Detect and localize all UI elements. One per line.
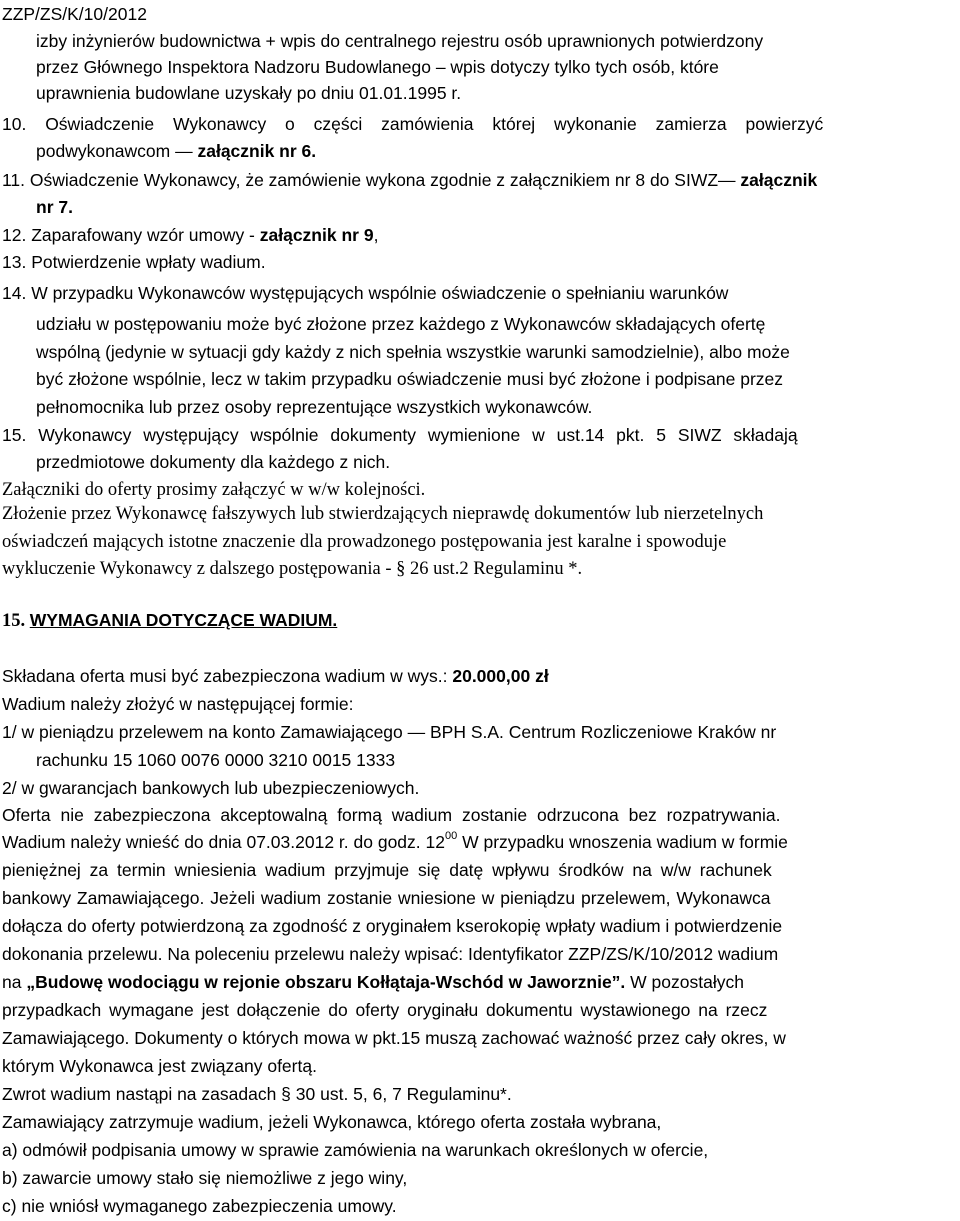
list-item-12: 12. Zaparafowany wzór umowy - załącznik nr 9, bbox=[2, 225, 379, 245]
false-docs-l1: Złożenie przez Wykonawcę fałszywych lub stwierdzających nieprawdę dokumentów lub nierzetelnych bbox=[2, 504, 764, 524]
wadium-para-5: dokonania przelewu. Na poleceniu przelewu należy wpisać: Identyfikator ZZP/ZS/K/10/2012 wadium bbox=[2, 944, 779, 964]
wadium-rejection: Oferta nie zabezpieczona akceptowalną formą wadium zostanie odrzucona bez rozpatrywania. bbox=[2, 805, 781, 825]
wadium-para-8: Zamawiającego. Dokumenty o których mowa w pkt.15 muszą zachować ważność przez cały okres, w bbox=[2, 1028, 786, 1048]
attachments-note: Załączniki do oferty prosimy załączyć w w/w kolejności. bbox=[2, 480, 426, 500]
document-reference: ZZP/ZS/K/10/2012 bbox=[2, 4, 147, 24]
list-item-13: 13. Potwierdzenie wpłaty wadium. bbox=[2, 252, 266, 272]
list-item-15-cont: przedmiotowe dokumenty dla każdego z nich. bbox=[36, 452, 391, 472]
list-item-11: 11. Oświadczenie Wykonawcy, że zamówienie wykona zgodnie z załącznikiem nr 8 do SIWZ— załącznik bbox=[2, 170, 818, 190]
item-9-line-2: przez Głównego Inspektora Nadzoru Budowlanego – wpis dotyczy tylko tych osób, które bbox=[36, 57, 719, 77]
wadium-form-1: 1/ w pieniądzu przelewem na konto Zamawiającego — BPH S.A. Centrum Rozliczeniowe Kraków nr bbox=[2, 722, 777, 742]
wadium-para-9: którym Wykonawca jest związany ofertą. bbox=[2, 1056, 317, 1076]
wadium-deadline: Wadium należy wnieść do dnia 07.03.2012 r. do godz. $12^{00}$ W przypadku wnoszenia wadium w formie bbox=[2, 830, 788, 852]
item-9-line-3: uprawnienia budowlane uzyskały po dniu 01.01.1995 r. bbox=[36, 83, 462, 103]
wadium-para-6: na „Budowę wodociągu w rejonie obszaru Kołłątaja-Wschód w Jaworznie”. W pozostałych bbox=[2, 972, 744, 992]
list-item-14-l3: wspólną (jedynie w sytuacji gdy każdy z nich spełnia wszystkie warunki samodzielnie), albo może bbox=[36, 342, 790, 362]
item-9-line-1: izby inżynierów budownictwa + wpis do centralnego rejestru osób uprawnionych potwierdzony bbox=[36, 31, 764, 51]
wadium-para-3: bankowy Zamawiającego. Jeżeli wadium zostanie wniesione w pieniądzu przelewem, Wykonawca bbox=[2, 888, 771, 908]
list-item-10-cont: podwykonawcom — załącznik nr 6. bbox=[36, 141, 317, 161]
list-item-14-l5: pełnomocnika lub przez osoby reprezentujące wszystkich wykonawców. bbox=[36, 397, 593, 417]
wadium-retain-a: a) odmówił podpisania umowy w sprawie zamówienia na warunkach określonych w ofercie, bbox=[2, 1140, 709, 1160]
list-item-14-l4: być złożone wspólnie, lecz w takim przypadku oświadczenie musi być złożone i podpisane przez bbox=[36, 369, 784, 389]
wadium-return: Zwrot wadium nastąpi na zasadach § 30 ust. 5, 6, 7 Regulaminu*. bbox=[2, 1084, 512, 1104]
false-docs-l2: oświadczeń mających istotne znaczenie dla prowadzonego postępowania jest karalne i spowoduje bbox=[2, 532, 727, 552]
wadium-retain-c: c) nie wniósł wymaganego zabezpieczenia umowy. bbox=[2, 1196, 397, 1216]
list-item-11-cont: nr 7. bbox=[36, 197, 73, 217]
list-item-10: 10. Oświadczenie Wykonawcy o części zamówienia której wykonanie zamierza powierzyć bbox=[2, 114, 824, 134]
wadium-retain: Zamawiający zatrzymuje wadium, jeżeli Wykonawca, którego oferta została wybrana, bbox=[2, 1112, 662, 1132]
wadium-para-4: dołącza do oferty potwierdzoną za zgodność z oryginałem kserokopię wpłaty wadium i potwierdzenie bbox=[2, 916, 783, 936]
wadium-form-1-account: rachunku 15 1060 0076 0000 3210 0015 1333 bbox=[36, 750, 396, 770]
wadium-form-2: 2/ w gwarancjach bankowych lub ubezpieczeniowych. bbox=[2, 778, 420, 798]
wadium-para-7: przypadkach wymagane jest dołączenie do oferty oryginału dokumentu wystawionego na rzecz bbox=[2, 1000, 768, 1020]
wadium-amount: Składana oferta musi być zabezpieczona wadium w wys.: 20.000,00 zł bbox=[2, 666, 549, 686]
false-docs-l3: wykluczenie Wykonawcy z dalszego postępowania - § 26 ust.2 Regulaminu *. bbox=[2, 559, 583, 579]
wadium-forms-intro: Wadium należy złożyć w następującej formie: bbox=[2, 694, 354, 714]
list-item-15: 15. Wykonawcy występujący wspólnie dokumenty wymienione w ust.14 pkt. 5 SIWZ składają bbox=[2, 425, 798, 445]
list-item-14: 14. W przypadku Wykonawców występujących wspólnie oświadczenie o spełnianiu warunków bbox=[2, 283, 729, 303]
list-item-14-l2: udziału w postępowaniu może być złożone przez każdego z Wykonawców składających ofertę bbox=[36, 314, 766, 334]
wadium-retain-b: b) zawarcie umowy stało się niemożliwe z jego winy, bbox=[2, 1168, 408, 1188]
section-heading: 15. WYMAGANIA DOTYCZĄCE WADIUM. bbox=[2, 610, 338, 631]
wadium-para-2: pieniężnej za termin wniesienia wadium przyjmuje się datę wpływu środków na w/w rachunek bbox=[2, 860, 772, 880]
